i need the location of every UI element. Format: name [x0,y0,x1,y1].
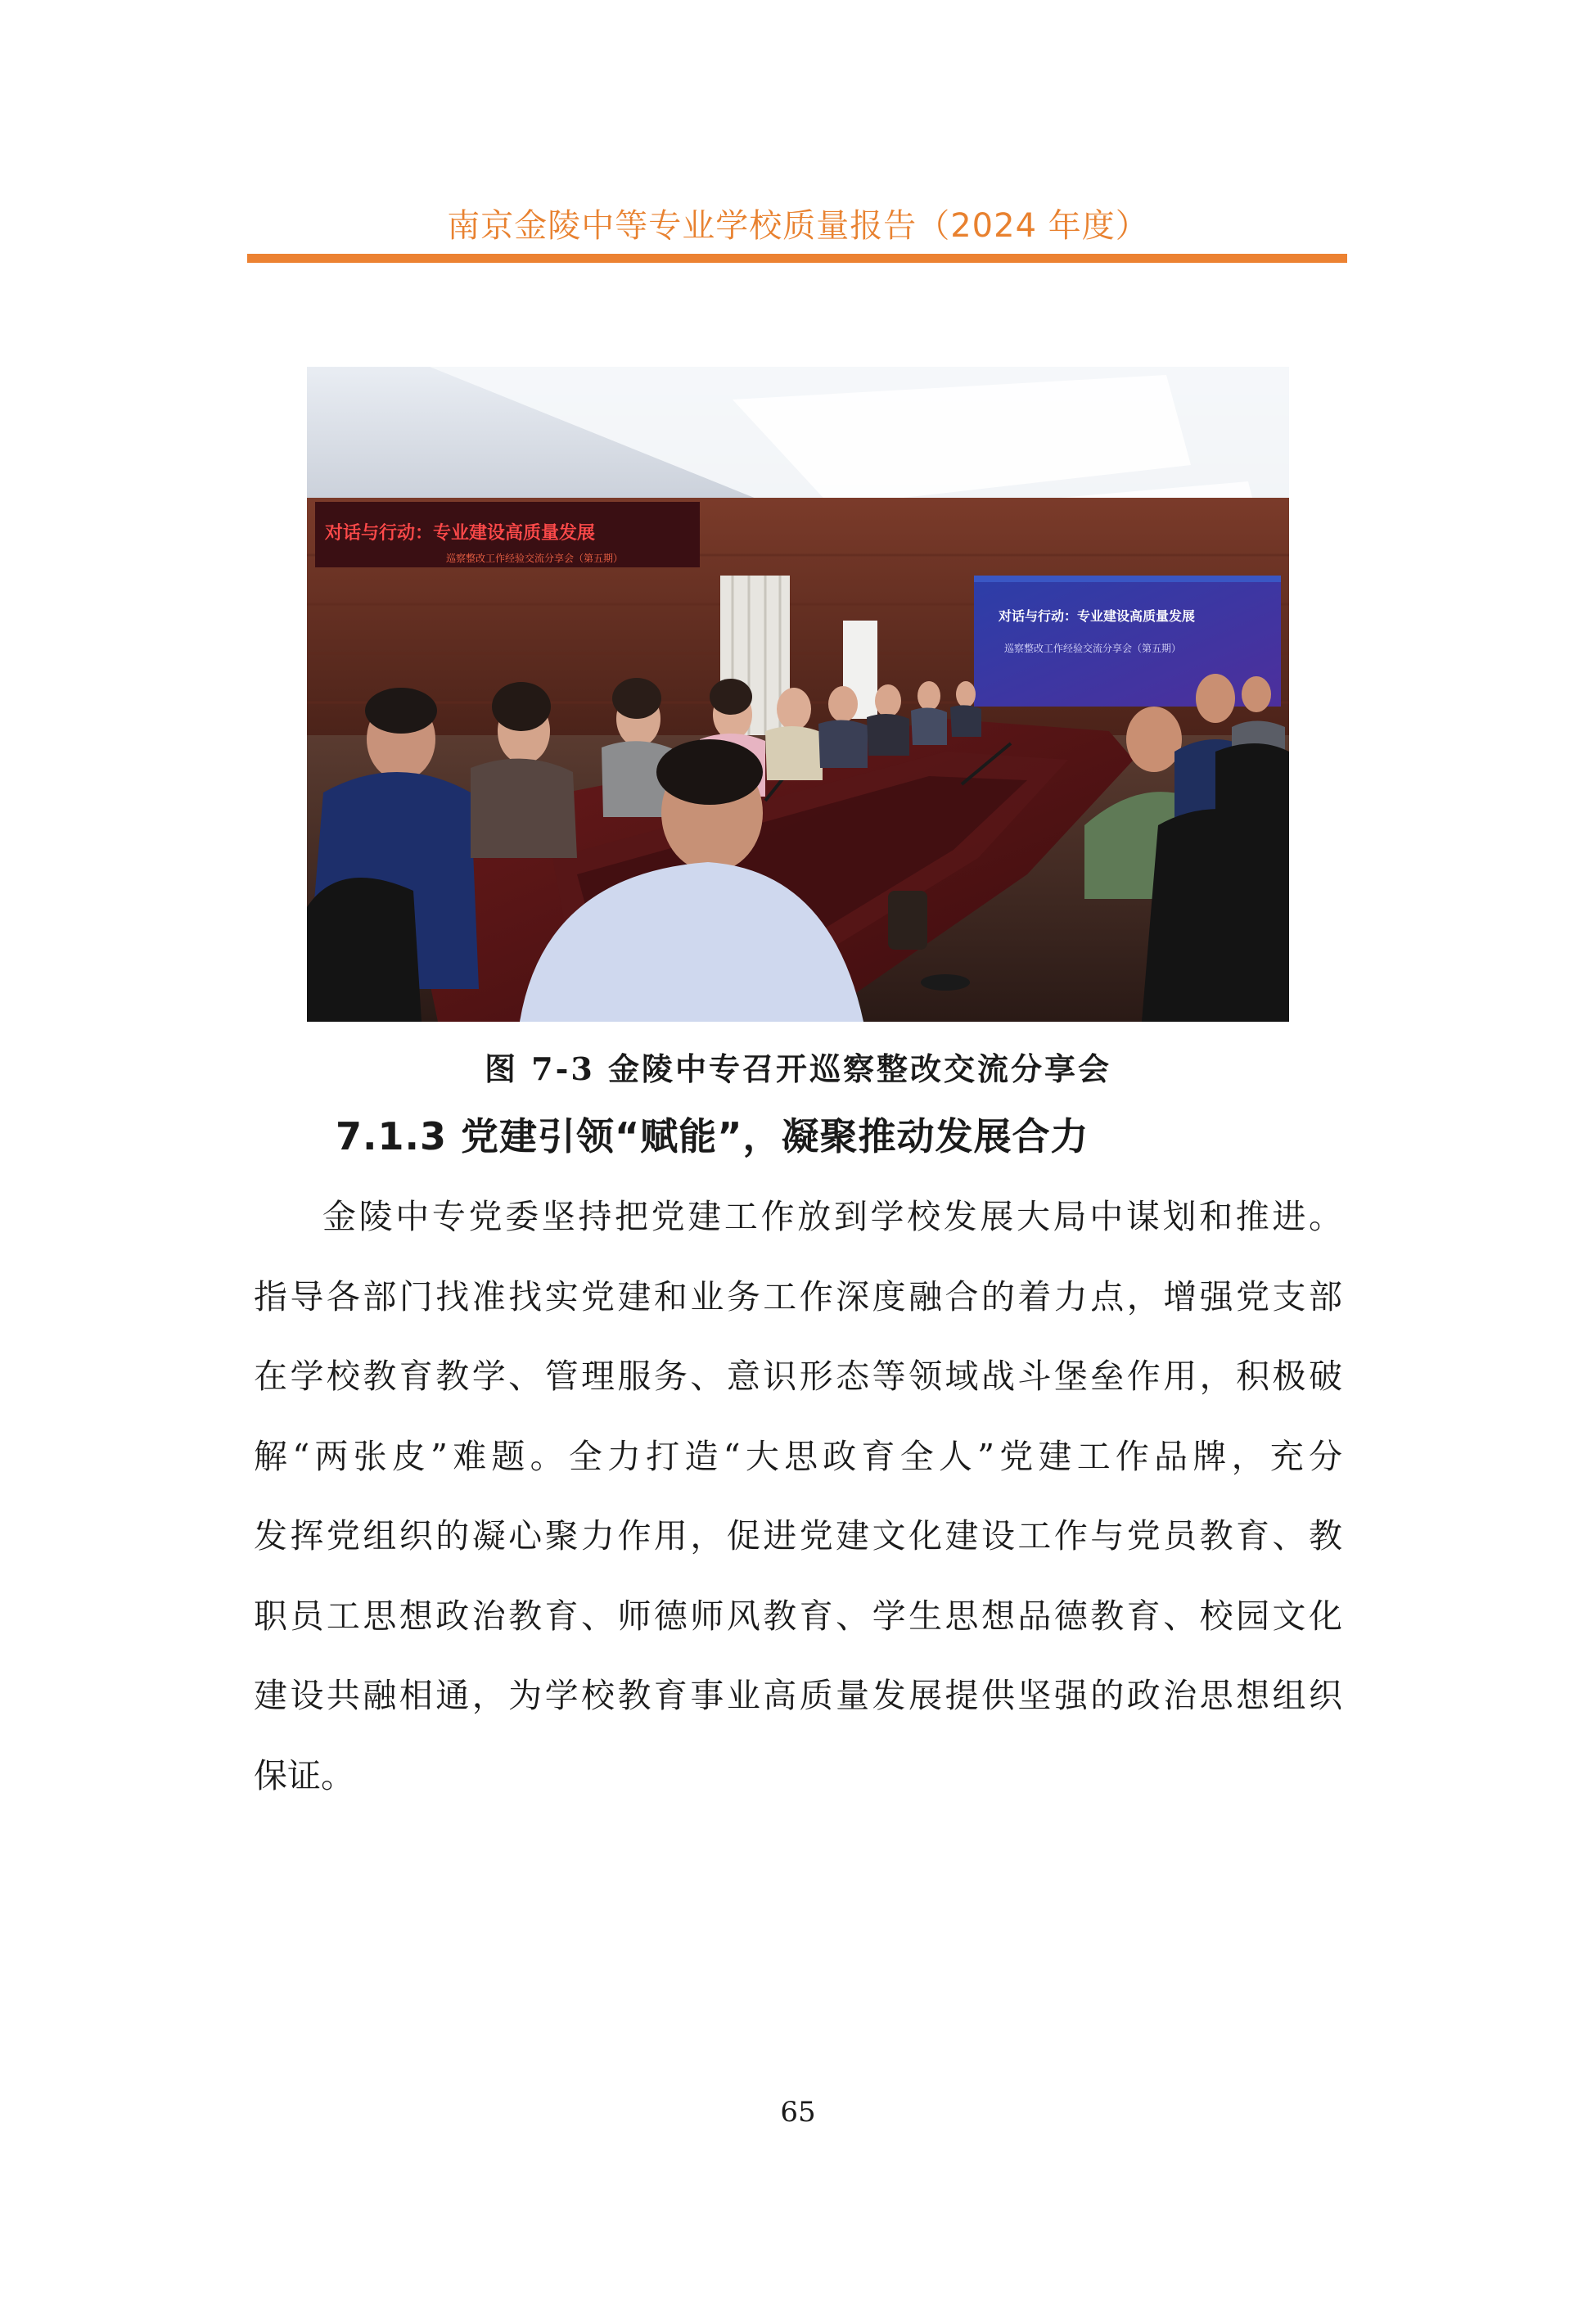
section-heading: 7.1.3 党建引领“赋能”，凝聚推动发展合力 [336,1114,1089,1158]
page-number: 65 [780,2096,816,2129]
body-line: 保证。 [254,1755,354,1795]
body-paragraph [254,1177,1342,1816]
body-line: 职员工思想政治教育、师德师风教育、学生思想品德教育、校园文化 [254,1596,1342,1636]
body-line: 建设共融相通，为学校教育事业高质量发展提供坚强的政治思想组织 [254,1676,1342,1715]
meeting-photo [307,367,1289,1022]
body-line: 指导各部门找准找实党建和业务工作深度融合的着力点，增强党支部 [254,1276,1342,1316]
body-line: 金陵中专党委坚持把党建工作放到学校发展大局中谋划和推进。 [322,1197,1342,1236]
screen-title: 对话与行动：专业建设高质量发展 [999,608,1196,624]
projection-screen [974,576,1281,707]
body-line: 发挥党组织的凝心聚力作用，促进党建文化建设工作与党员教育、教 [254,1516,1342,1556]
body-line: 解“两张皮”难题。全力打造“大思政育全人”党建工作品牌，充分 [254,1436,1342,1476]
tea-cup [888,891,927,950]
figure-caption: 图 7-3 金陵中专召开巡察整改交流分享会 [484,1050,1112,1087]
header-divider [247,254,1347,263]
led-banner-text: 对话与行动：专业建设高质量发展 [325,523,596,544]
led-banner-subtext: 巡察整改工作经验交流分享会（第五期） [446,553,624,564]
screen-subtitle: 巡察整改工作经验交流分享会（第五期） [1004,643,1182,654]
body-line: 在学校教育教学、管理服务、意识形态等领域战斗堡垒作用，积极破 [254,1357,1342,1396]
report-header-title: 南京金陵中等专业学校质量报告（2024 年度） [447,207,1149,245]
